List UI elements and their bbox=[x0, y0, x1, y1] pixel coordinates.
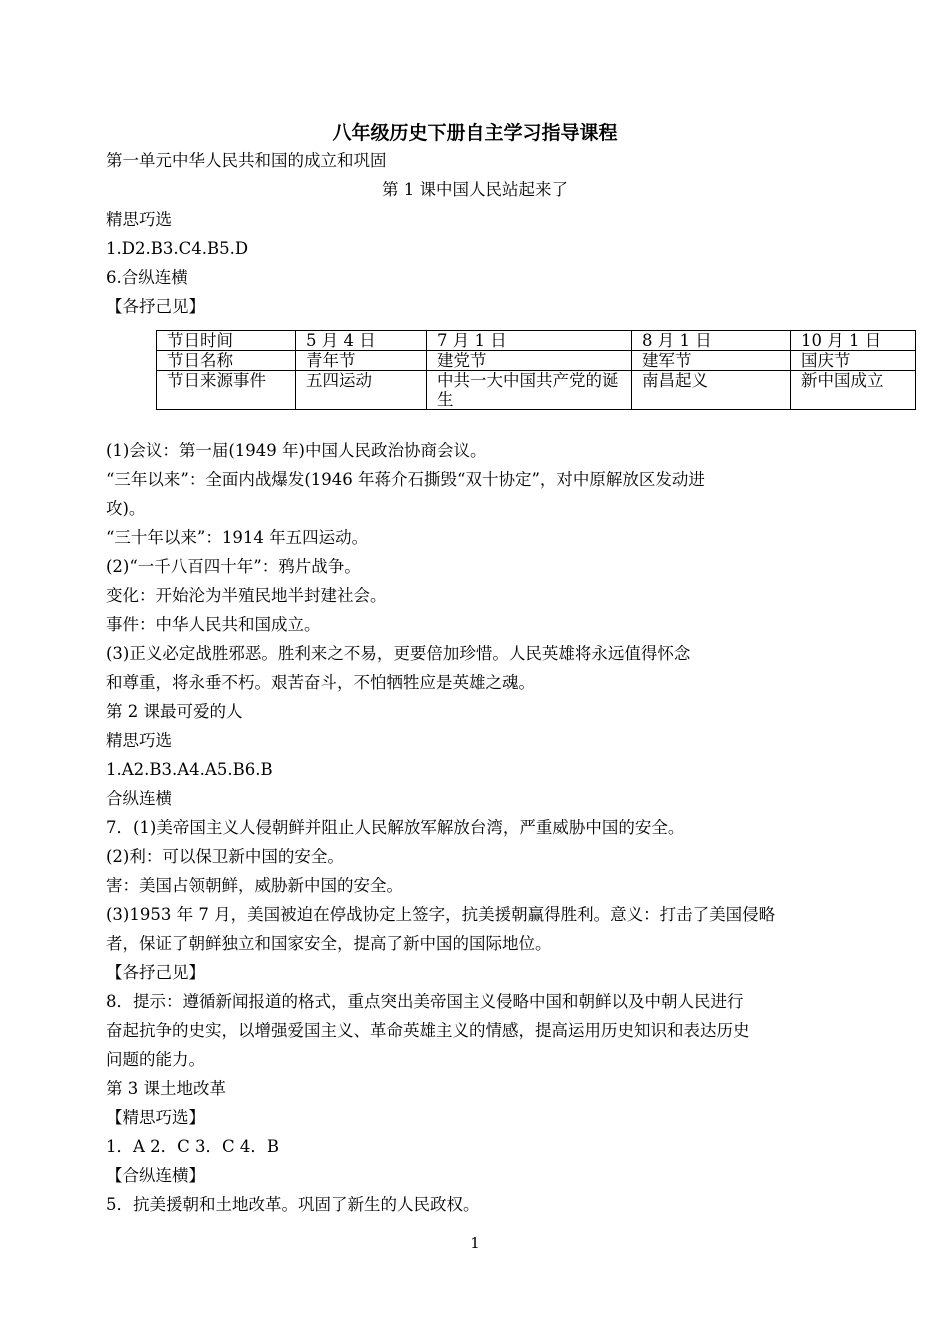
table-cell: 五四运动 bbox=[296, 371, 427, 410]
lesson2-hezong-heading: 合纵连横 bbox=[106, 789, 172, 808]
lesson2-jingsi-heading: 精思巧选 bbox=[106, 731, 172, 750]
page-number: 1 bbox=[470, 1234, 480, 1252]
table-cell: 建军节 bbox=[632, 351, 791, 371]
lesson1-p2b: 攻)。 bbox=[106, 499, 146, 518]
lesson3-jingsi-heading: 【精思巧选】 bbox=[106, 1108, 205, 1127]
table-cell: 5 月 4 日 bbox=[296, 331, 427, 351]
lesson1-geshu-heading: 【各抒己见】 bbox=[106, 297, 205, 316]
lesson1-p4: (2)“一千八百四十年”：鸦片战争。 bbox=[106, 557, 361, 576]
lesson2-answers: 1.A2.B3.A4.A5.B6.B bbox=[106, 760, 273, 779]
lesson1-p7a: (3)正义必定战胜邪恶。胜利来之不易，更要倍加珍惜。人民英雄将永远值得怀念 bbox=[106, 644, 691, 663]
lesson1-jingsi-heading: 精思巧选 bbox=[106, 210, 172, 229]
table-row bbox=[157, 371, 916, 410]
lesson1-p5: 变化：开始沦为半殖民地半封建社会。 bbox=[106, 586, 387, 605]
lesson1-hezong-heading: 6.合纵连横 bbox=[106, 268, 188, 287]
lesson2-title: 第 2 课最可爱的人 bbox=[106, 702, 243, 721]
lesson1-p1: (1)会议：第一届(1949 年)中国人民政治协商会议。 bbox=[106, 441, 487, 460]
document-title: 八年级历史下册自主学习指导课程 bbox=[332, 122, 618, 144]
lesson2-q8b: 奋起抗争的史实，以增强爱国主义、革命英雄主义的情感，提高运用历史知识和表达历史 bbox=[106, 1021, 750, 1040]
table-cell: 青年节 bbox=[296, 351, 427, 371]
table-cell: 7 月 1 日 bbox=[427, 331, 632, 351]
lesson2-q8a: 8．提示：遵循新闻报道的格式，重点突出美帝国主义侵略中国和朝鲜以及中朝人民进行 bbox=[106, 992, 744, 1011]
lesson1-title: 第 1 课中国人民站起来了 bbox=[382, 180, 568, 199]
festival-table bbox=[156, 330, 916, 410]
table-cell: 建党节 bbox=[427, 351, 632, 371]
unit-heading: 第一单元中华人民共和国的成立和巩固 bbox=[106, 151, 387, 170]
lesson2-q7a: 7．(1)美帝国主义人侵朝鲜并阻止人民解放军解放台湾，严重威胁中国的安全。 bbox=[106, 818, 685, 837]
table-cell: 中共一大中国共产党的诞生 bbox=[427, 371, 632, 410]
table-cell: 南昌起义 bbox=[632, 371, 791, 410]
table-cell: 节日名称 bbox=[157, 351, 296, 371]
lesson1-p3: “三十年以来”：1914 年五四运动。 bbox=[106, 528, 369, 547]
table-cell: 10 月 1 日 bbox=[791, 331, 916, 351]
lesson1-p6: 事件：中华人民共和国成立。 bbox=[106, 615, 321, 634]
lesson2-q7d: (3)1953 年 7 月，美国被迫在停战协定上签字，抗美援朝赢得胜利。意义：打击了美国侵略 bbox=[106, 905, 776, 924]
table-row bbox=[157, 351, 916, 371]
lesson3-answers: 1．A 2．C 3．C 4．B bbox=[106, 1137, 280, 1156]
lesson3-q5: 5．抗美援朝和土地改革。巩固了新生的人民政权。 bbox=[106, 1195, 480, 1214]
lesson3-title: 第 3 课土地改革 bbox=[106, 1079, 226, 1098]
table-cell: 8 月 1 日 bbox=[632, 331, 791, 351]
lesson2-geshu-heading: 【各抒己见】 bbox=[106, 963, 205, 982]
lesson2-q7b: (2)利：可以保卫新中国的安全。 bbox=[106, 847, 344, 866]
table-cell: 新中国成立 bbox=[791, 371, 916, 410]
table-cell: 节日来源事件 bbox=[157, 371, 296, 410]
lesson2-q7e: 者，保证了朝鲜独立和国家安全，提高了新中国的国际地位。 bbox=[106, 934, 552, 953]
table-row bbox=[157, 331, 916, 351]
table-cell: 国庆节 bbox=[791, 351, 916, 371]
lesson3-hezong-heading: 【合纵连横】 bbox=[106, 1166, 205, 1185]
lesson1-answers: 1.D2.B3.C4.B5.D bbox=[106, 239, 249, 258]
table-cell: 节日时间 bbox=[157, 331, 296, 351]
lesson2-q7c: 害：美国占领朝鲜，威胁新中国的安全。 bbox=[106, 876, 403, 895]
lesson1-p2a: “三年以来”：全面内战爆发(1946 年蒋介石撕毁“双十协定”，对中原解放区发动进 bbox=[106, 470, 705, 489]
lesson2-q8c: 问题的能力。 bbox=[106, 1050, 205, 1069]
lesson1-p7b: 和尊重，将永垂不朽。艰苦奋斗，不怕牺牲应是英雄之魂。 bbox=[106, 673, 535, 692]
